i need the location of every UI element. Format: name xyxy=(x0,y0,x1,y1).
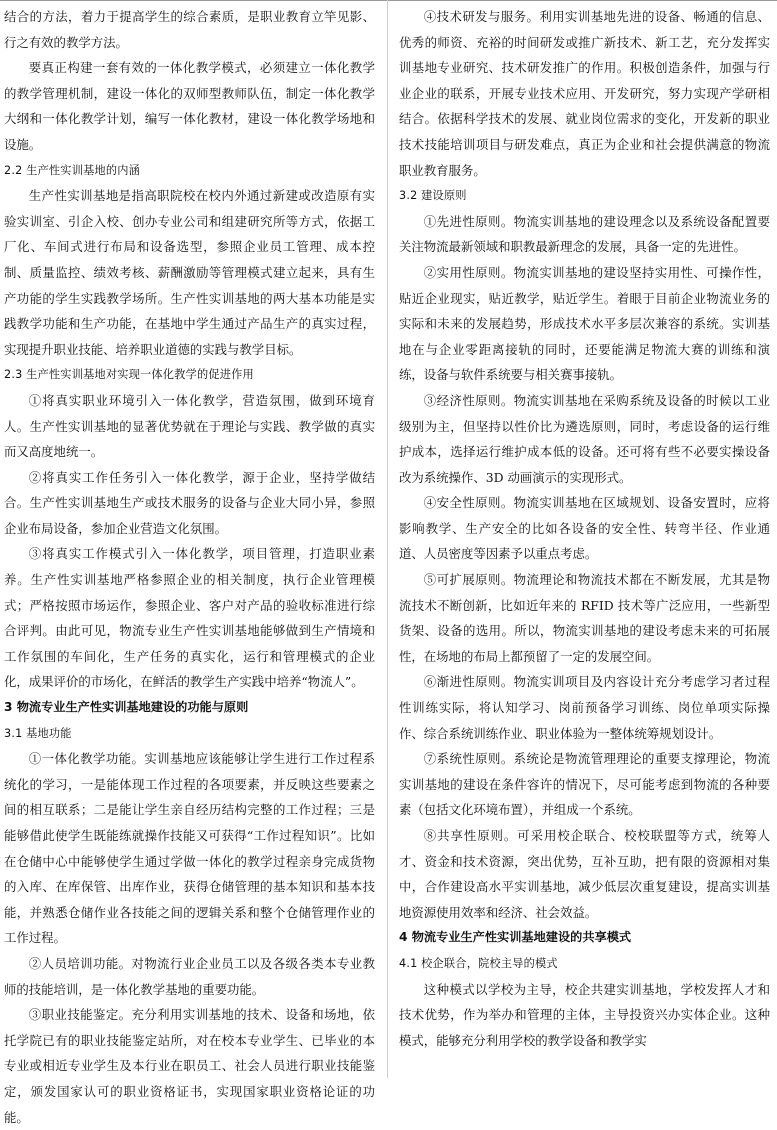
right-column xyxy=(399,4,770,1053)
body-paragraph: ⑦系统性原则。系统论是物流管理理论的重要支撑理论，物流实训基地的建设在条件容许的情况下，尽可能考虑到物流的各种要素（包括文化环境布置），并组成一个系统。 xyxy=(399,751,770,818)
body-paragraph: ②将真实工作任务引入一体化教学，源于企业，坚持学做结合。生产性实训基地生产或技术服务的设备与企业大同小异，参照企业布局设备，参加企业营造文化氛围。 xyxy=(4,469,375,536)
body-paragraph: 结合的方法，着力于提高学生的综合素质，是职业教育立竿见影、行之有效的教学方法。 xyxy=(4,9,375,50)
section-heading: 4.1 校企联合，院校主导的模式 xyxy=(399,956,558,970)
body-paragraph: ③经济性原则。物流实训基地在采购系统及设备的时候以工业级别为主，但坚持以性价比为遴选原则，同时，考虑设备的运行维护成本，选择运行维护成本低的设备。还可将有些不必要实操设备改为系统操作、3D 动画演示的实现形式。 xyxy=(399,392,770,485)
body-paragraph: ⑤可扩展原则。物流理论和物流技术都在不断发展，尤其是物流技术不断创新，比如近年来的 RFID 技术等广泛应用，一些新型货架、设备的选用。所以，物流实训基地的建设考虑未来的可拓展性，在场地的布局上都预留了一定的发展空间。 xyxy=(399,572,770,664)
body-paragraph: ③职业技能鉴定。充分利用实训基地的技术、设备和场地，依托学院已有的职业技能鉴定站所，对在校本专业学生、已毕业的本专业或相近专业学生及本行业在职员工、社会人员进行职业技能鉴定，颁发国家认可的职业资格证书，实现国家职业资格论证的功能。 xyxy=(4,1007,375,1125)
body-paragraph: ②人员培训功能。对物流行业企业员工以及各级各类本专业教师的技能培训，是一体化教学基地的重要功能。 xyxy=(4,955,375,997)
section-heading: 3.2 建设原则 xyxy=(399,189,467,203)
section-heading: 4 物流专业生产性实训基地建设的共享模式 xyxy=(399,930,632,945)
body-paragraph: 生产性实训基地是指高职院校在校内外通过新建或改造原有实验实训室、引企入校、创办专业公司和组建研究所等方式，依据工厂化、车间式进行布局和设备选型，参照企业员工管理、成本控制、质量监控、绩效考核、薪酬激励等管理模式建立起来，具有生产功能的学生实践教学场所。生产性实训基地的两大基本功能是实践教学功能和生产功能，在基地中学生通过产品生产的真实过程，实现提升职业技能、培养职业道德的实践与教学目标。 xyxy=(4,188,375,357)
body-paragraph: 这种模式以学校为主导，校企共建实训基地，学校发挥人才和技术优势，作为举办和管理的主体，主导投资兴办实体企业。这种模式，能够充分利用学校的教学设备和教学实 xyxy=(399,981,770,1048)
section-heading: 3.1 基地功能 xyxy=(4,726,72,740)
body-paragraph: ⑧共享性原则。可采用校企联合、校校联盟等方式，统筹人才、资金和技术资源，突出优势，互补互助，把有限的资源相对集中，合作建设高水平实训基地，减少低层次重复建设，提高实训基地资源使用效率和经济、社会效益。 xyxy=(399,828,770,920)
body-paragraph: ①将真实职业环境引入一体化教学，营造氛围，做到环境育人。生产性实训基地的显著优势就在于理论与实践、教学做的真实而又高度地统一。 xyxy=(4,392,375,460)
section-heading: 2.3 生产性实训基地对实现一体化教学的促进作用 xyxy=(4,368,254,382)
body-paragraph: ①先进性原则。物流实训基地的建设理念以及系统设备配置要关注物流最新领域和职教最新理念的发展，具备一定的先进性。 xyxy=(399,213,770,255)
left-column xyxy=(4,4,375,1130)
page-top-rule xyxy=(0,0,777,1)
body-paragraph: ②实用性原则。物流实训基地的建设坚持实用性、可操作性，贴近企业现实，贴近教学，贴近学生。着眼于目前企业物流业务的实际和未来的发展趋势，形成技术水平多层次兼容的系统。实训基地在与企业零距离接轨的同时，还要能满足物流大赛的训练和演练，设备与软件系统要与相关赛事接轨。 xyxy=(399,264,770,383)
body-paragraph: ④技术研发与服务。利用实训基地先进的设备、畅通的信息、优秀的师资、充裕的时间研发或推广新技术、新工艺，充分发挥实训基地专业研究、技术研发推广的作用。积极创造条件，加强与行业企业的联系，开展专业技术应用、开发研究，努力实现产学研相结合。依据科学技术的发展、就业岗位需求的变化，开发新的职业技术技能培训项目与研发难点，真正为企业和社会提供满意的物流职业教育服务。 xyxy=(399,9,770,178)
section-heading: 3 物流专业生产性实训基地建设的功能与原则 xyxy=(4,700,249,715)
body-paragraph: 要真正构建一套有效的一体化教学模式，必须建立一体化教学的教学管理机制，建设一体化的双师型教师队伍，制定一体化教学大纲和一体化教学计划，编写一体化教材，建设一体化教学场地和设施。 xyxy=(4,60,375,152)
body-paragraph: ①一体化教学功能。实训基地应该能够让学生进行工作过程系统化的学习，一是能体现工作过程的各项要素，并反映这些要素之间的相互联系；二是能让学生亲自经历结构完整的工作过程；三是能够借此使学生既能练就操作技能又可获得“工作过程知识”。比如在仓储中心中能够使学生通过学做一体化的教学过程亲身完成货物的入库、在库保管、出库作业，获得仓储管理的基本知识和基本技能，并熟悉仓储作业各技能之间的逻辑关系和整个仓储管理作业的工作过程。 xyxy=(4,751,375,946)
section-heading: 2.2 生产性实训基地的内涵 xyxy=(4,163,141,177)
body-paragraph: ④安全性原则。物流实训基地在区域规划、设备安置时，应将影响教学、生产安全的比如各设备的安全性、转弯半径、作业通道、人员密度等因素予以重点考虑。 xyxy=(399,495,770,562)
body-paragraph: ⑥渐进性原则。物流实训项目及内容设计充分考虑学习者过程性训练实际，将认知学习、岗前预备学习训练、岗位单项实际操作、综合系统训练作业、职业体验为一整体统筹规划设计。 xyxy=(399,674,770,741)
body-paragraph: ③将真实工作模式引入一体化教学，项目管理，打造职业素养。生产性实训基地严格参照企业的相关制度，执行企业管理模式；严格按照市场运作，参照企业、客户对产品的验收标准进行综合评判。由此可见，物流专业生产性实训基地能够做到生产情境和工作氛围的车间化，生产任务的真实化，运行和管理模式的企业化，成果评价的市场化，在鲜活的教学生产实践中培养“物流人”。 xyxy=(4,546,375,690)
column-divider xyxy=(387,0,388,1078)
